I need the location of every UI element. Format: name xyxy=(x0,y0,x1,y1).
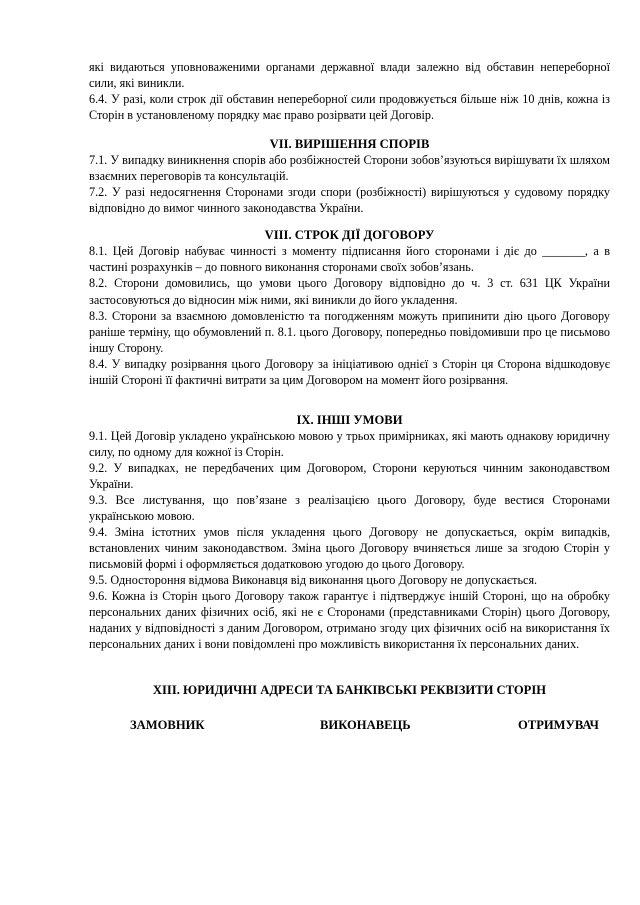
paragraph-7-1: 7.1. У випадку виникнення спорів або розбіжностей Сторони зобов’язуються вирішувати їх шляхом взаємних переговорів та консультацій. xyxy=(89,153,610,184)
paragraph-8-3: 8.3. Сторони за взаємною домовленістю та погодженням можуть припинити дію цього Договору раніше терміну, що обумовлений п. 8.1. цього Договору, попередньо повідомивши про це письмово іншу Сторону. xyxy=(89,308,610,355)
paragraph-9-6: 9.6. Кожна із Сторін цього Договору також гарантує і підтверджує іншій Стороні, що на обробку персональних даних фізичних осіб, які не є Сторонами (представниками Сторін) цього Договору, наданих у відповідності з даним Договором, отримано згоду цих фізичних осіб на використання їх персональних даних і вони повідомлені про можливість використання їх персональних даних. xyxy=(89,589,610,652)
paragraph-9-4: 9.4. Зміна істотних умов після укладення цього Договору не допускається, окрім випадків, встановлених чиним законодавством. Зміна цього Договору вчиняється лише за згодою Сторін у письмовій формі і оформляється додатковою угодою до цього Договору. xyxy=(89,525,610,572)
party-customer-label: ЗАМОВНИК xyxy=(130,718,205,732)
section-7-title: VII. ВИРІШЕННЯ СПОРІВ xyxy=(269,137,430,152)
paragraph-7-2: 7.2. У разі недосягнення Сторонами згоди спори (розбіжності) вирішуються у судовому порядку відповідно до вимог чинного законодавства України. xyxy=(89,185,610,216)
party-recipient-label: ОТРИМУВАЧ xyxy=(518,718,599,732)
paragraph-8-2: 8.2. Сторони домовились, що умови цього Договору відповідно до ч. 3 ст. 631 ЦК України застосовуються до відносин між ними, які виникли до його укладення. xyxy=(89,276,610,307)
paragraph-9-2: 9.2. У випадках, не передбачених цим Договором, Сторони керуються чинним законодавством України. xyxy=(89,460,610,491)
paragraph-8-4: 8.4. У випадку розірвання цього Договору за ініціативою однієї з Сторін ця Сторона відшкодовує іншій Стороні її фактичні витрати за цим Договором на момент його розірвання. xyxy=(89,356,610,387)
paragraph-6-4: 6.4. У разі, коли строк дії обставин непереборної сили продовжується більше ніж 10 днів, кожна із Сторін в установленому порядку має право розірвати цей Договір. xyxy=(89,92,610,123)
section-9-title: IX. ІНШІ УМОВИ xyxy=(296,412,403,427)
paragraph-9-3: 9.3. Все листування, що пов’язане з реалізацією цього Договору, буде вестися Сторонами українською мовою. xyxy=(89,492,610,524)
requisites-title: XIII. ЮРИДИЧНІ АДРЕСИ ТА БАНКІВСЬКІ РЕКВІЗИТИ СТОРІН xyxy=(152,683,547,697)
paragraph-8-1: 8.1. Цей Договір набуває чинності з моменту підписання його сторонами і діє до _______, а в частині розрахунків – до повного виконання сторонами своїх зобов’язань. xyxy=(89,244,610,275)
paragraph-9-5: 9.5. Одностороння відмова Виконавця від виконання цього Договору не допускається. xyxy=(89,573,538,588)
paragraph-6-3-continuation: які видаються уповноваженими органами державної влади залежно від обставин непереборної сили, які виникли. xyxy=(89,60,610,91)
contract-body xyxy=(89,59,610,652)
party-executor-label: ВИКОНАВЕЦЬ xyxy=(320,718,411,732)
paragraph-9-1: 9.1. Цей Договір укладено українською мовою у трьох примірниках, які мають однакову юридичну силу, по одному для кожної із Сторін. xyxy=(89,428,610,459)
section-8-title: VIII. СТРОК ДІЇ ДОГОВОРУ xyxy=(264,228,435,243)
